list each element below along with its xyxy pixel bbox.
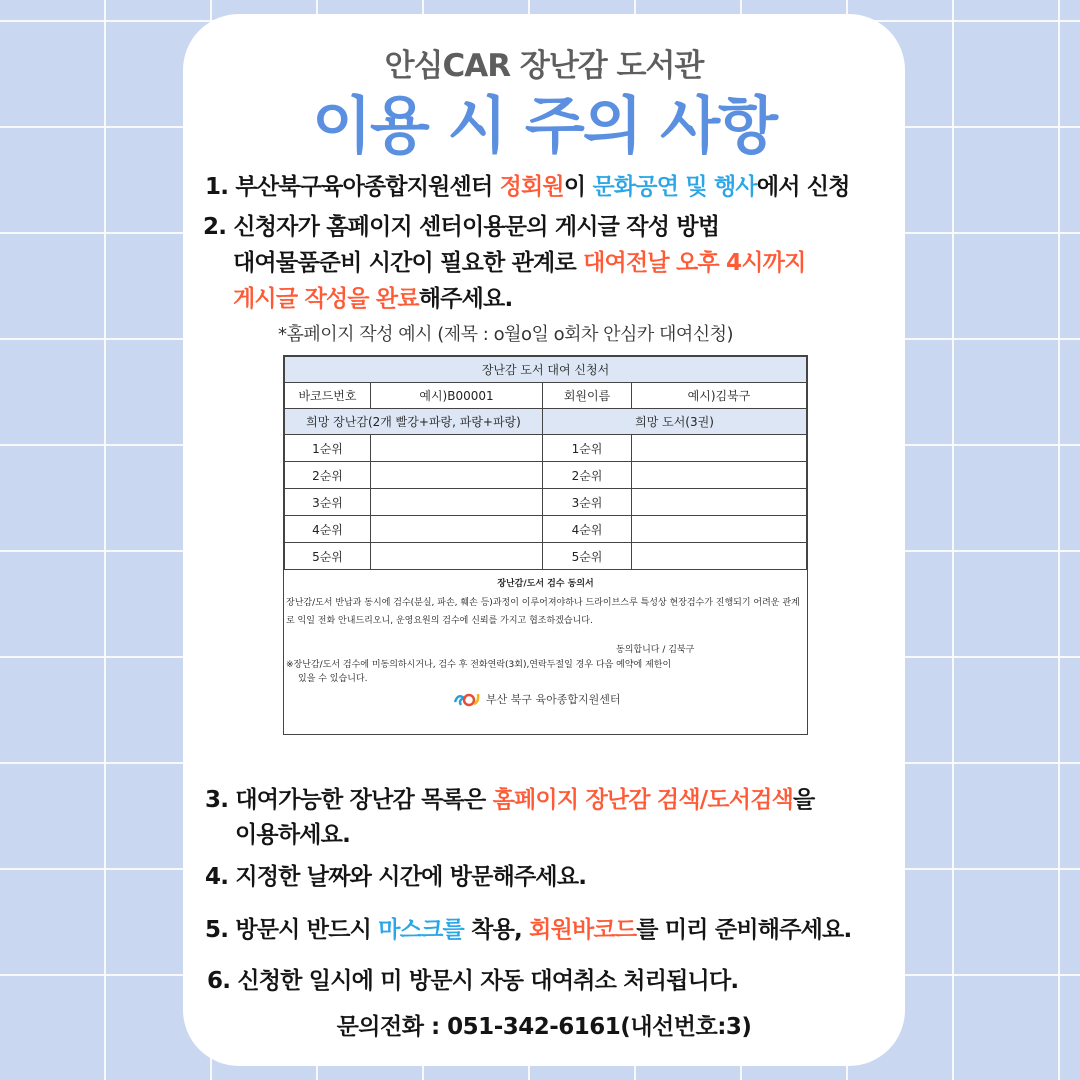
rental-form xyxy=(283,355,808,735)
subtitle: 안심CAR 장난감 도서관 xyxy=(384,48,704,84)
item-5-barcode: 회원바코드 xyxy=(529,917,637,943)
center-logo-text: 부산 북구 육아종합지원센터 xyxy=(486,693,621,706)
item-1-text-a: 1. 부산북구육아종합지원센터 xyxy=(205,174,500,200)
consent-note xyxy=(286,658,671,686)
form-title: 장난감 도서 대여 신청서 xyxy=(285,357,807,383)
example-caption: *홈페이지 작성 예시 (제목 : o월o일 o회차 안심카 대여신청) xyxy=(278,324,734,345)
notice-card xyxy=(183,14,905,1066)
toy-rank-cell xyxy=(371,543,543,570)
item-6: 6. 신청한 일시에 미 방문시 자동 대여취소 처리됩니다. xyxy=(207,968,739,994)
toy-rank-label: 4순위 xyxy=(285,516,371,543)
item-3-line-1 xyxy=(205,783,814,817)
toy-rank-label: 3순위 xyxy=(285,489,371,516)
item-1 xyxy=(205,170,850,204)
book-rank-cell xyxy=(632,462,807,489)
barcode-value: 예시)B00001 xyxy=(371,383,543,409)
toy-rank-label: 1순위 xyxy=(285,435,371,462)
item-3-line-2: 이용하세요. xyxy=(235,822,351,848)
item-1-text-e: 에서 신청 xyxy=(756,174,850,200)
item-5-text-c: 착용, xyxy=(463,917,530,943)
book-rank-cell xyxy=(632,489,807,516)
book-rank-cell xyxy=(632,543,807,570)
item-3-suffix: 을 xyxy=(793,787,815,813)
book-rank-label: 5순위 xyxy=(543,543,632,570)
toy-rank-label: 2순위 xyxy=(285,462,371,489)
consent-agree: 동의합니다 / 김북구 xyxy=(616,645,695,655)
toy-rank-label: 5순위 xyxy=(285,543,371,570)
book-rank-cell xyxy=(632,516,807,543)
item-2-line-1: 2. 신청자가 홈페이지 센터이용문의 게시글 작성 방법 xyxy=(203,214,720,240)
item-1-highlight-event: 문화공연 및 행사 xyxy=(592,174,757,200)
member-value: 예시)김북구 xyxy=(632,383,807,409)
contact-phone: 문의전화 : 051-342-6161(내선번호:3) xyxy=(336,1014,752,1040)
item-5-text-e: 를 미리 준비해주세요. xyxy=(636,917,852,943)
form-table xyxy=(284,356,807,570)
toy-rank-cell xyxy=(371,516,543,543)
book-rank-label: 2순위 xyxy=(543,462,632,489)
book-header: 희망 도서(3권) xyxy=(543,409,807,435)
page-title: 이용 시 주의 사항 xyxy=(312,89,776,162)
item-4: 4. 지정한 날짜와 시간에 방문해주세요. xyxy=(205,864,587,890)
book-rank-label: 4순위 xyxy=(543,516,632,543)
book-rank-label: 1순위 xyxy=(543,435,632,462)
center-logo xyxy=(452,690,621,708)
consent-note-line-2: 있을 수 있습니다. xyxy=(298,674,368,684)
consent-title: 장난감/도서 검수 동의서 xyxy=(497,579,594,589)
consent-note-line-1: ※장난감/도서 검수에 미동의하시거나, 검수 후 전화연락(3회),연락두절일 경우 다음 예약에 제한이 xyxy=(286,660,672,670)
member-label: 회원이름 xyxy=(543,383,632,409)
item-2-suffix: 해주세요. xyxy=(418,286,513,312)
toy-header: 희망 장난감(2개 빨강+파랑, 파랑+파랑) xyxy=(285,409,543,435)
center-logo-icon xyxy=(452,690,482,708)
consent-body: 장난감/도서 반납과 동시에 검수(분실, 파손, 훼손 등)과정이 이루어져야하나 드라이브스루 특성상 현장검수가 진행되기 어려운 관계로 익일 전화 안내드리오니, 운영요원의 검수에 신뢰를 가지고 협조하겠습니다. xyxy=(286,598,800,626)
toy-rank-cell xyxy=(371,462,543,489)
consent-section xyxy=(284,570,807,740)
item-2-text: 대여물품준비 시간이 필요한 관계로 xyxy=(233,250,584,276)
item-3-highlight: 홈페이지 장난감 검색/도서검색 xyxy=(492,787,794,813)
item-1-highlight-member: 정회원 xyxy=(499,174,564,200)
toy-rank-cell xyxy=(371,435,543,462)
item-2-complete: 게시글 작성을 완료 xyxy=(233,286,419,312)
barcode-label: 바코드번호 xyxy=(285,383,371,409)
item-2-line-2 xyxy=(233,246,806,280)
book-rank-label: 3순위 xyxy=(543,489,632,516)
item-5 xyxy=(205,913,851,947)
item-5-text-a: 5. 방문시 반드시 xyxy=(205,917,379,943)
item-2-line-3 xyxy=(233,282,512,316)
book-rank-cell xyxy=(632,435,807,462)
item-3-text: 3. 대여가능한 장난감 목록은 xyxy=(205,787,493,813)
item-1-text-c: 이 xyxy=(563,174,593,200)
item-2-deadline: 대여전날 오후 4시까지 xyxy=(583,250,806,276)
toy-rank-cell xyxy=(371,489,543,516)
item-5-mask: 마스크를 xyxy=(378,917,464,943)
